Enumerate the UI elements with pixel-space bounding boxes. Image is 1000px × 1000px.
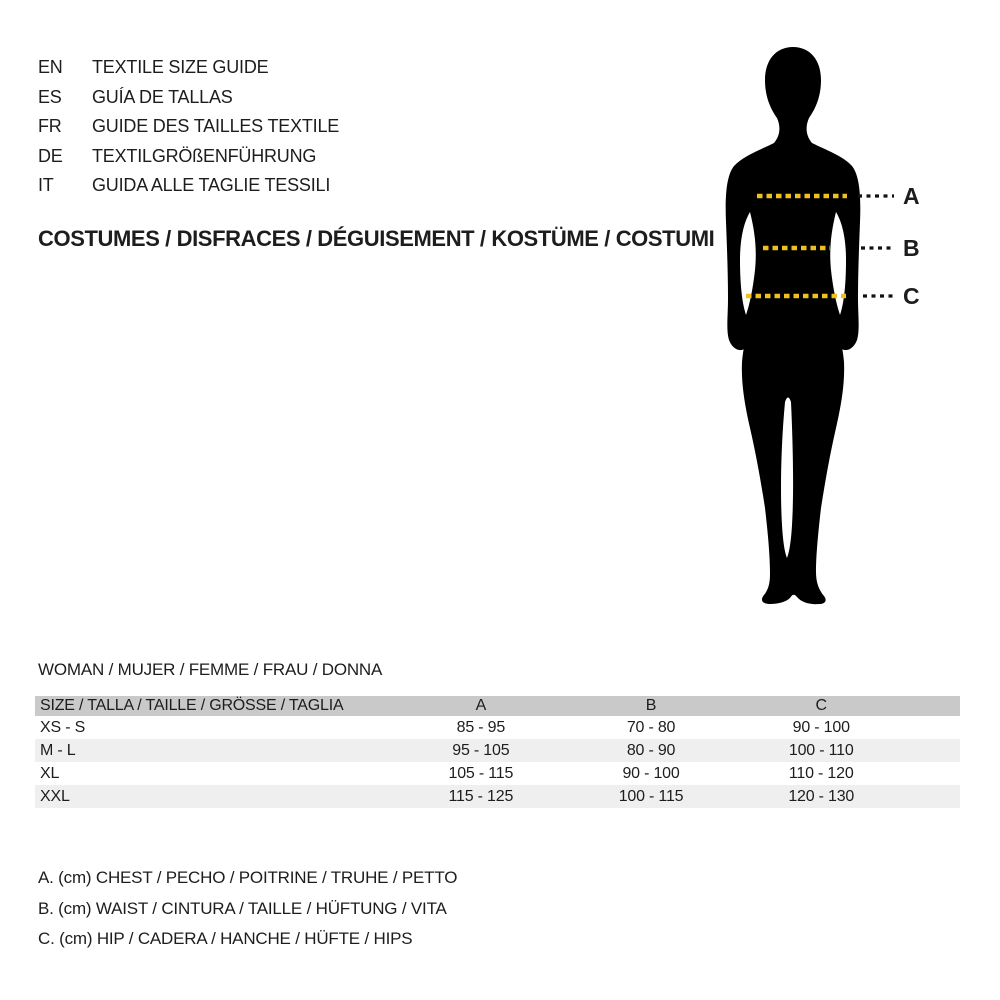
- table-row: [35, 739, 960, 762]
- woman-silhouette: [726, 47, 861, 604]
- column-header-c: C: [815, 697, 827, 714]
- chest-range-cell: 95 - 105: [452, 741, 510, 759]
- marker-label-b: B: [903, 235, 920, 261]
- language-code: FR: [38, 116, 62, 137]
- column-header-b: B: [645, 697, 657, 714]
- size-cell: M - L: [40, 741, 76, 759]
- language-code: ES: [38, 86, 62, 107]
- language-row: [38, 142, 339, 172]
- hip-range-cell: 110 - 120: [788, 764, 854, 782]
- table-row: [35, 785, 960, 808]
- language-label: TEXTILE SIZE GUIDE: [92, 57, 269, 78]
- language-label: GUÍA DE TALLAS: [92, 86, 233, 107]
- waist-range-cell: 90 - 100: [622, 764, 680, 782]
- size-guide-table: [35, 696, 960, 808]
- language-row: [38, 53, 339, 83]
- legend-chest: A. (cm) CHEST / PECHO / POITRINE / TRUHE / PETTO: [38, 868, 458, 888]
- language-list: [38, 53, 339, 201]
- language-row: [38, 171, 339, 201]
- language-label: GUIDA ALLE TAGLIE TESSILI: [92, 175, 331, 196]
- size-cell: XL: [40, 764, 60, 782]
- chest-range-cell: 85 - 95: [456, 718, 506, 736]
- measurement-legend: [38, 863, 457, 955]
- language-code: DE: [38, 145, 63, 166]
- hip-range-cell: 100 - 110: [788, 741, 854, 759]
- language-row: [38, 112, 339, 142]
- language-code: EN: [38, 57, 63, 78]
- table-row: [35, 716, 960, 739]
- woman-silhouette-figure: [640, 40, 980, 620]
- table-header-row: [35, 696, 960, 716]
- hip-range-cell: 90 - 100: [792, 718, 850, 736]
- legend-waist: B. (cm) WAIST / CINTURA / TAILLE / HÜFTUNG / VITA: [38, 898, 447, 918]
- legend-hip: C. (cm) HIP / CADERA / HANCHE / HÜFTE / HIPS: [38, 929, 413, 949]
- chest-range-cell: 115 - 125: [448, 787, 514, 805]
- size-column-header: SIZE / TALLA / TAILLE / GRÖSSE / TAGLIA: [40, 697, 344, 714]
- hip-range-cell: 120 - 130: [788, 787, 855, 805]
- marker-label-c: C: [903, 283, 920, 309]
- language-label: GUIDE DES TAILLES TEXTILE: [92, 116, 340, 137]
- waist-range-cell: 80 - 90: [626, 741, 676, 759]
- waist-range-cell: 70 - 80: [626, 718, 676, 736]
- table-row: [35, 762, 960, 785]
- size-cell: XXL: [40, 787, 70, 805]
- chest-range-cell: 105 - 115: [448, 764, 514, 782]
- category-title: COSTUMES / DISFRACES / DÉGUISEMENT / KOSTÜME / COSTUMI: [38, 226, 715, 251]
- language-row: [38, 83, 339, 113]
- waist-range-cell: 100 - 115: [618, 787, 684, 805]
- section-title-woman: WOMAN / MUJER / FEMME / FRAU / DONNA: [38, 660, 383, 679]
- marker-label-a: A: [903, 183, 920, 209]
- language-code: IT: [38, 175, 54, 196]
- language-label: TEXTILGRÖßENFÜHRUNG: [92, 145, 317, 166]
- column-header-a: A: [475, 697, 487, 714]
- size-cell: XS - S: [40, 718, 86, 736]
